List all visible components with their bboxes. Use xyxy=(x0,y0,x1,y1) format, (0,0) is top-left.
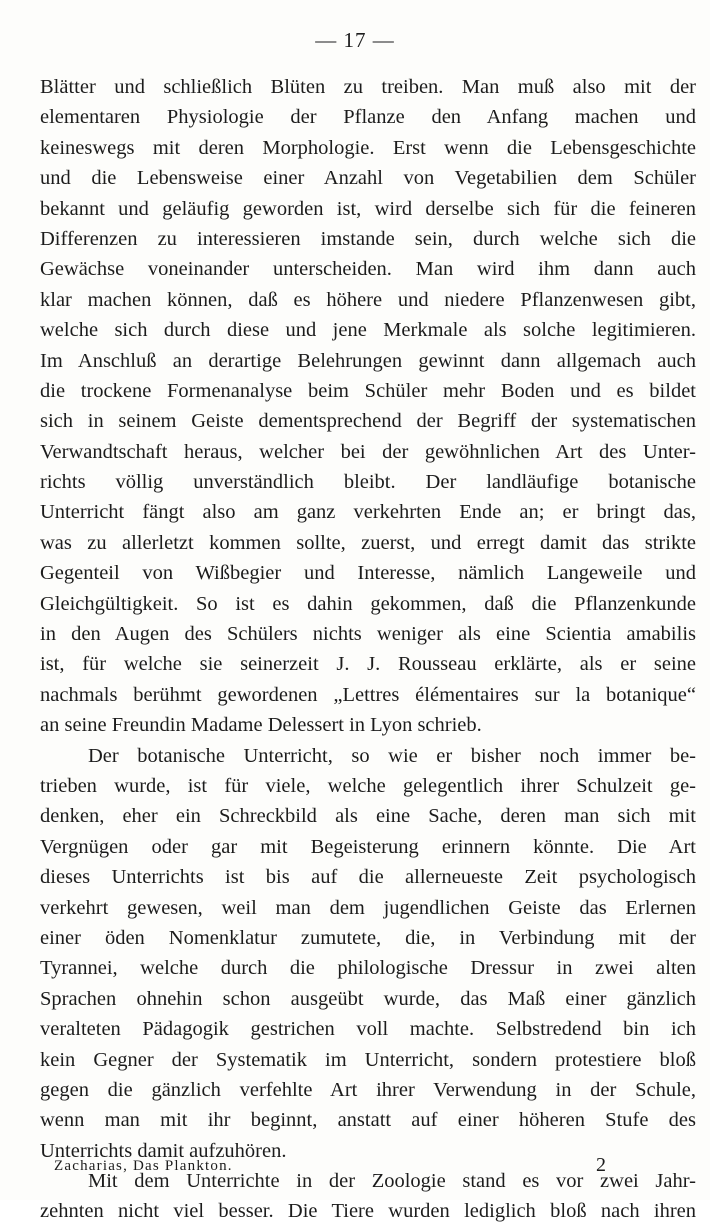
text-line: und die Lebensweise einer Anzahl von Vegetabilien dem Schüler xyxy=(40,167,696,190)
text-line: welche sich durch diese und jene Merkmale als solche legitimieren. xyxy=(40,319,696,342)
text-line: zehnten nicht viel besser. Die Tiere wurden lediglich bloß nach ihren xyxy=(40,1200,696,1223)
text-line: Sprachen ohnehin schon ausgeübt wurde, das Maß einer gänzlich xyxy=(40,987,696,1010)
text-line: richts völlig unverständlich bleibt. Der landläufige botanische xyxy=(40,471,696,494)
signature-mark: 2 xyxy=(596,1154,606,1176)
text-line: Unterrichts damit aufzuhören. xyxy=(40,1139,287,1162)
text-line: ist, für welche sie seinerzeit J. J. Rousseau erklärte, als er seine xyxy=(40,653,696,676)
text-line: sich in seinem Geiste dementsprechend der Begriff der systematischen xyxy=(40,410,696,433)
text-line: Gegenteil von Wißbegier und Interesse, nämlich Langeweile und xyxy=(40,562,696,585)
text-line: Gewächse voneinander unterscheiden. Man wird ihm dann auch xyxy=(40,258,696,281)
text-line: Unterricht fängt also am ganz verkehrten Ende an; er bringt das, xyxy=(40,501,696,524)
text-line: Differenzen zu interessieren imstande sein, durch welche sich die xyxy=(40,227,696,250)
text-line: einer öden Nomenklatur zumutete, die, in Verbindung mit der xyxy=(40,926,696,949)
text-line: kein Gegner der Systematik im Unterricht, sondern protestiere bloß xyxy=(40,1048,696,1071)
text-line: was zu allerletzt kommen sollte, zuerst, und erregt damit das strikte xyxy=(40,531,696,554)
text-line: Mit dem Unterrichte in der Zoologie stand es vor zwei Jahr- xyxy=(88,1170,696,1193)
text-line: in den Augen des Schülers nichts weniger als eine Scientia amabilis xyxy=(40,623,696,646)
text-line: an seine Freundin Madame Delessert in Lyon schrieb. xyxy=(40,714,482,737)
text-line: Vergnügen oder gar mit Begeisterung erinnern könnte. Die Art xyxy=(40,835,696,858)
text-line: elementaren Physiologie der Pflanze den Anfang machen und xyxy=(40,106,696,129)
page-footer xyxy=(40,1154,696,1184)
text-line: trieben wurde, ist für viele, welche gelegentlich ihrer Schulzeit ge- xyxy=(40,774,696,797)
text-line: die trockene Formenanalyse beim Schüler mehr Boden und es bildet xyxy=(40,379,696,402)
text-line: wenn man mit ihr beginnt, anstatt auf einer höheren Stufe des xyxy=(40,1109,696,1132)
text-line: bekannt und geläufig geworden ist, wird derselbe sich für die feineren xyxy=(40,197,696,220)
text-line: Blätter und schließlich Blüten zu treiben. Man muß also mit der xyxy=(40,76,696,98)
text-line: Tyrannei, welche durch die philologische Dressur in zwei alten xyxy=(40,957,696,980)
text-line: Im Anschluß an derartige Belehrungen gewinnt dann allgemach auch xyxy=(40,349,696,372)
footer-author-title: Zacharias, Das Plankton. xyxy=(54,1158,233,1174)
text-line: denken, eher ein Schreckbild als eine Sache, deren man sich mit xyxy=(40,805,696,828)
text-line: Verwandtschaft heraus, welcher bei der gewöhnlichen Art des Unter- xyxy=(40,440,696,463)
text-line: nachmals berühmt gewordenen „Lettres élémentaires sur la botanique“ xyxy=(40,683,696,706)
text-line: gegen die gänzlich verfehlte Art ihrer Verwendung in der Schule, xyxy=(40,1078,696,1101)
text-line: verkehrt gewesen, weil man dem jugendlichen Geiste das Erlernen xyxy=(40,896,696,919)
text-line: Der botanische Unterricht, so wie er bisher noch immer be- xyxy=(88,744,696,767)
text-line: veralteten Pädagogik gestrichen voll machte. Selbstredend bin ich xyxy=(40,1018,696,1041)
text-line: Gleichgültigkeit. So ist es dahin gekommen, daß die Pflanzenkunde xyxy=(40,592,696,615)
text-line: dieses Unterrichts ist bis auf die allerneueste Zeit psychologisch xyxy=(40,866,696,889)
text-line: klar machen können, daß es höhere und niedere Pflanzenwesen gibt, xyxy=(40,288,696,311)
text-line: keineswegs mit deren Morphologie. Erst wenn die Lebensgeschichte xyxy=(40,136,696,159)
body-text xyxy=(40,72,696,1227)
page-number-header: — 17 — xyxy=(315,28,395,52)
